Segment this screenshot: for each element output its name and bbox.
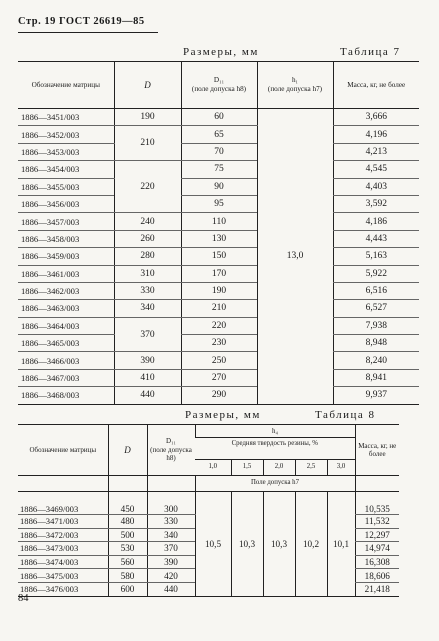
t7-D-value: 280 [114, 248, 181, 265]
page-header-text: Стр. 19 ГОСТ 26619—85 [18, 16, 145, 27]
t7-designation: 1886—3463/003 [18, 300, 114, 317]
t7-designation: 1886—3468/003 [18, 387, 114, 404]
t8-h4-value: 10,1 [327, 492, 355, 597]
t7-header-h1-symbol: h₁ [291, 76, 299, 84]
t7-mass-value: 4,403 [333, 178, 419, 195]
t7-designation: 1886—3456/003 [18, 195, 114, 212]
t8-header-D: D [108, 425, 147, 476]
table-row [18, 387, 419, 404]
t8-mass-value: 14,974 [355, 542, 399, 556]
t7-header-D: D [114, 62, 181, 109]
t7-mass-value: 4,196 [333, 126, 419, 143]
t7-mass-value: 7,938 [333, 317, 419, 334]
t7-D11-value: 270 [181, 369, 257, 386]
t7-header-h1 [257, 62, 333, 109]
t7-D11-value: 170 [181, 265, 257, 282]
table7-header-row [18, 62, 419, 109]
t8-D11-value: 300 [147, 492, 195, 515]
t7-designation: 1886—3458/003 [18, 230, 114, 247]
table7-units-caption: Размеры, мм [183, 46, 259, 58]
t7-D11-value: 150 [181, 248, 257, 265]
t7-h1-value: 13,0 [257, 109, 333, 405]
t7-header-D11-symbol: D₁₁ [213, 76, 225, 84]
t8-h4-value: 10,3 [231, 492, 263, 597]
t8-h4-value: 10,3 [263, 492, 295, 597]
t8-hardness-value: 1,0 [195, 460, 231, 476]
table8-header-row-4 [18, 476, 399, 492]
t8-hardness-value: 2,0 [263, 460, 295, 476]
t7-header-mass: Масса, кг, не более [333, 62, 419, 109]
t7-header-D11-tolerance: (поле допуска h8) [191, 85, 247, 93]
t7-mass-value: 9,937 [333, 387, 419, 404]
page-number: 84 [18, 593, 29, 604]
t8-D11-value: 340 [147, 528, 195, 542]
t8-mass-value: 10,535 [355, 492, 399, 515]
t8-D-value: 560 [108, 555, 147, 569]
t7-header-h1-tolerance: (поле допуска h7) [267, 85, 323, 93]
t8-D11-value: 390 [147, 555, 195, 569]
t7-designation: 1886—3453/003 [18, 143, 114, 160]
t7-designation: 1886—3462/003 [18, 282, 114, 299]
t8-D-value: 500 [108, 528, 147, 542]
t8-hardness-value: 3,0 [327, 460, 355, 476]
t7-D-value: 340 [114, 300, 181, 317]
t8-header-designation: Обозначение матрицы [18, 425, 108, 476]
t7-mass-value: 4,443 [333, 230, 419, 247]
t7-designation: 1886—3452/003 [18, 126, 114, 143]
t8-header-D11-symbol: D₁₁ [166, 437, 176, 446]
table-row [18, 300, 419, 317]
t7-mass-value: 6,527 [333, 300, 419, 317]
t8-mass-value: 12,297 [355, 528, 399, 542]
t7-mass-value: 8,240 [333, 352, 419, 369]
t7-designation: 1886—3454/003 [18, 161, 114, 178]
t8-header-D11 [147, 425, 195, 476]
t7-designation: 1886—3451/003 [18, 109, 114, 126]
t7-D11-value: 230 [181, 335, 257, 352]
t7-D11-value: 290 [181, 387, 257, 404]
t7-designation: 1886—3457/003 [18, 213, 114, 230]
t8-designation: 1886—3473/003 [18, 542, 108, 556]
t7-designation: 1886—3455/003 [18, 178, 114, 195]
t8-mass-value: 11,532 [355, 515, 399, 529]
table-row [18, 282, 419, 299]
table-row [18, 369, 419, 386]
t7-D11-value: 90 [181, 178, 257, 195]
table7-number-caption: Таблица 7 [340, 46, 401, 58]
t7-mass-value: 3,592 [333, 195, 419, 212]
t8-D11-value: 440 [147, 582, 195, 596]
table7-body [18, 109, 419, 405]
table-row [18, 126, 419, 143]
t8-D11-value: 370 [147, 542, 195, 556]
t8-D-value: 600 [108, 582, 147, 596]
t7-mass-value: 4,186 [333, 213, 419, 230]
t8-designation: 1886—3471/003 [18, 515, 108, 529]
t8-header-mass: Масса, кг, не более [355, 425, 399, 476]
table8-units-caption: Размеры, мм [185, 409, 261, 421]
table-row [18, 213, 419, 230]
page-header [18, 16, 145, 27]
table-row [18, 161, 419, 178]
t7-D-value: 190 [114, 109, 181, 126]
t7-designation: 1886—3461/003 [18, 265, 114, 282]
t8-designation: 1886—3472/003 [18, 528, 108, 542]
table-8 [18, 424, 399, 597]
t7-D-value: 240 [114, 213, 181, 230]
t7-D-value: 440 [114, 387, 181, 404]
table-row [18, 109, 419, 126]
table-row [18, 265, 419, 282]
t7-designation: 1886—3464/003 [18, 317, 114, 334]
t7-mass-value: 3,666 [333, 109, 419, 126]
t7-D11-value: 210 [181, 300, 257, 317]
t8-D-value: 450 [108, 492, 147, 515]
t7-header-D11 [181, 62, 257, 109]
t7-D11-value: 130 [181, 230, 257, 247]
t7-mass-value: 5,922 [333, 265, 419, 282]
t7-mass-value: 4,213 [333, 143, 419, 160]
t7-designation: 1886—3465/003 [18, 335, 114, 352]
table-row [18, 248, 419, 265]
t7-D11-value: 70 [181, 143, 257, 160]
t8-D11-value: 420 [147, 569, 195, 583]
t8-D-value: 480 [108, 515, 147, 529]
t7-mass-value: 6,516 [333, 282, 419, 299]
t8-hardness-value: 1,5 [231, 460, 263, 476]
t8-header-hardness-label: Средняя твердость резины, % [231, 440, 318, 447]
t7-D11-value: 95 [181, 195, 257, 212]
t7-D11-value: 75 [181, 161, 257, 178]
t7-D-value: 210 [114, 126, 181, 161]
t7-D11-value: 250 [181, 352, 257, 369]
t7-mass-value: 8,948 [333, 335, 419, 352]
table-row [18, 195, 419, 212]
t8-D-value: 530 [108, 542, 147, 556]
t8-hardness-value: 2,5 [295, 460, 327, 476]
t7-designation: 1886—3459/003 [18, 248, 114, 265]
t7-D11-value: 65 [181, 126, 257, 143]
t7-designation: 1886—3467/003 [18, 369, 114, 386]
table-7 [18, 61, 419, 405]
t8-designation: 1886—3476/003 [18, 582, 108, 596]
t8-header-tolerance: Поле допуска h7 [195, 476, 355, 492]
t8-header-hardness [195, 438, 355, 460]
t8-designation: 1886—3475/003 [18, 569, 108, 583]
t8-designation: 1886—3469/003 [18, 492, 108, 515]
table-row [18, 178, 419, 195]
t8-mass-value: 21,418 [355, 582, 399, 596]
t7-D-value: 410 [114, 369, 181, 386]
t7-header-designation: Обозначение матрицы [18, 62, 114, 109]
table-row [18, 143, 419, 160]
t7-D-value: 220 [114, 161, 181, 213]
t8-designation: 1886—3474/003 [18, 555, 108, 569]
t8-h4-value: 10,5 [195, 492, 231, 597]
t7-mass-value: 5,163 [333, 248, 419, 265]
t8-h4-value: 10,2 [295, 492, 327, 597]
t8-mass-value: 16,308 [355, 555, 399, 569]
t8-D11-value: 330 [147, 515, 195, 529]
table-row [18, 317, 419, 334]
table-row [18, 492, 399, 515]
t7-D-value: 370 [114, 317, 181, 352]
table8-number-caption: Таблица 8 [315, 409, 376, 421]
t7-mass-value: 8,941 [333, 369, 419, 386]
t8-header-D11-tolerance: (поле допуска h8) [150, 445, 192, 463]
t7-D11-value: 110 [181, 213, 257, 230]
table-row [18, 352, 419, 369]
table8-header-row-1 [18, 425, 399, 438]
t8-header-h4: h₄ [195, 425, 355, 438]
t7-D-value: 390 [114, 352, 181, 369]
t7-D11-value: 190 [181, 282, 257, 299]
t8-D-value: 580 [108, 569, 147, 583]
t7-designation: 1886—3466/003 [18, 352, 114, 369]
t7-D11-value: 220 [181, 317, 257, 334]
t8-mass-value: 18,606 [355, 569, 399, 583]
t7-D-value: 330 [114, 282, 181, 299]
t7-D-value: 260 [114, 230, 181, 247]
table-row [18, 230, 419, 247]
header-rule [18, 32, 158, 33]
t7-D11-value: 60 [181, 109, 257, 126]
table8-body [18, 492, 399, 597]
table-row [18, 335, 419, 352]
t7-D-value: 310 [114, 265, 181, 282]
t7-mass-value: 4,545 [333, 161, 419, 178]
